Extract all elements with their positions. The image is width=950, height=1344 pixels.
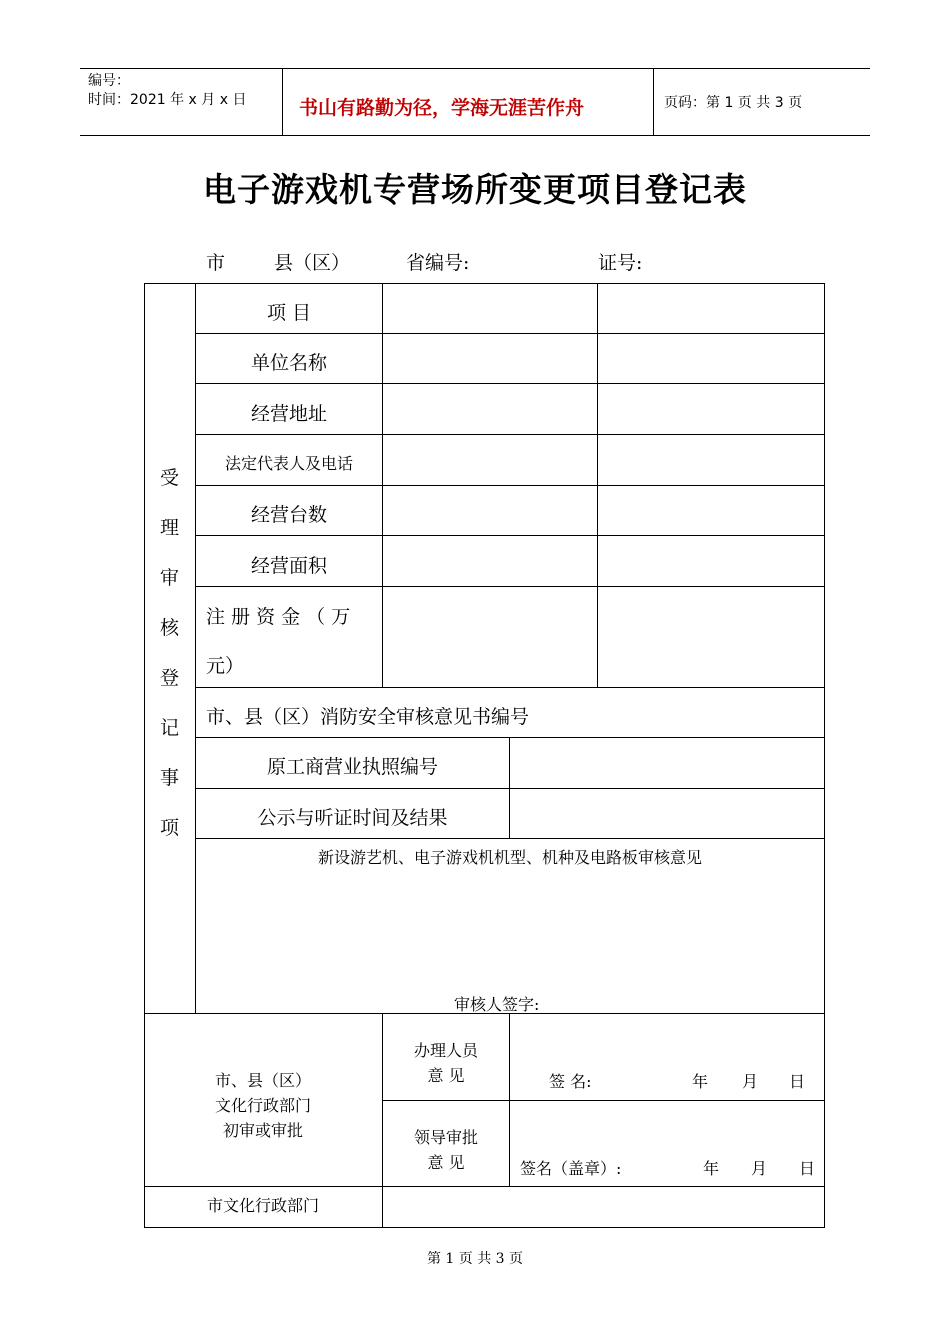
city-label: 市	[206, 252, 226, 274]
number-label: 编号：	[88, 73, 130, 89]
motto-text: 书山有路勤为径，学海无涯苦作舟	[299, 97, 585, 119]
county-label: 县（区）	[274, 252, 351, 274]
row-label-item: 项 目	[266, 302, 312, 324]
row-label-legal-representative: 法定代表人及电话	[224, 454, 353, 473]
time-label: 时间：2021 年 x 月 x 日	[88, 92, 247, 108]
city-dept-label: 市文化行政部门	[206, 1196, 319, 1215]
side-label-char: 审	[160, 567, 180, 589]
sign-seal-label: 签名（盖章）:	[520, 1159, 622, 1178]
side-label-char: 项	[160, 817, 180, 839]
province-number-label: 省编号:	[406, 252, 470, 274]
dept-label-line1: 市、县（区）	[214, 1071, 311, 1090]
row-label-machine-count: 经营台数	[250, 504, 327, 526]
date2-month: 月	[751, 1159, 768, 1178]
row-label-fire-safety: 市、县（区）消防安全审核意见书编号	[206, 706, 530, 728]
side-label-char: 核	[160, 617, 180, 639]
row-label-area: 经营面积	[250, 555, 327, 577]
leader-approval-line1: 领导审批	[413, 1128, 478, 1147]
row-label-capital-line2: 元）	[206, 655, 245, 677]
date1-month: 月	[742, 1072, 759, 1091]
page-label: 页码：第 1 页 共 3 页	[664, 95, 803, 111]
row-label-address: 经营地址	[250, 403, 327, 425]
side-label-char: 登	[160, 667, 180, 689]
page-footer: 第 1 页 共 3 页	[426, 1251, 524, 1267]
date2-year: 年	[703, 1159, 720, 1178]
dept-label-line3: 初审或审批	[222, 1121, 303, 1140]
row-label-publicity: 公示与听证时间及结果	[257, 807, 448, 829]
row-label-original-license: 原工商营业执照编号	[266, 756, 438, 778]
sign-name-label: 签 名:	[549, 1072, 592, 1091]
page-title: 电子游戏机专营场所变更项目登记表	[203, 170, 747, 209]
side-label-char: 理	[160, 517, 180, 539]
row-label-capital-line1: 注 册 资 金 （ 万	[206, 606, 351, 628]
staff-opinion-line1: 办理人员	[413, 1041, 478, 1060]
staff-opinion-line2: 意 见	[427, 1066, 465, 1085]
date1-year: 年	[692, 1072, 709, 1091]
review-opinion-heading: 新设游艺机、电子游戏机机型、机种及电路板审核意见	[317, 848, 702, 867]
side-label-char: 记	[160, 717, 180, 739]
date1-day: 日	[789, 1072, 806, 1091]
side-label-char: 事	[160, 767, 180, 789]
row-label-unit-name: 单位名称	[250, 352, 327, 374]
leader-approval-line2: 意 见	[427, 1153, 465, 1172]
side-label-char: 受	[160, 467, 180, 489]
certificate-number-label: 证号:	[598, 252, 643, 274]
dept-label-line2: 文化行政部门	[214, 1096, 311, 1115]
date2-day: 日	[799, 1159, 816, 1178]
reviewer-signature-label: 审核人签字:	[454, 995, 540, 1014]
